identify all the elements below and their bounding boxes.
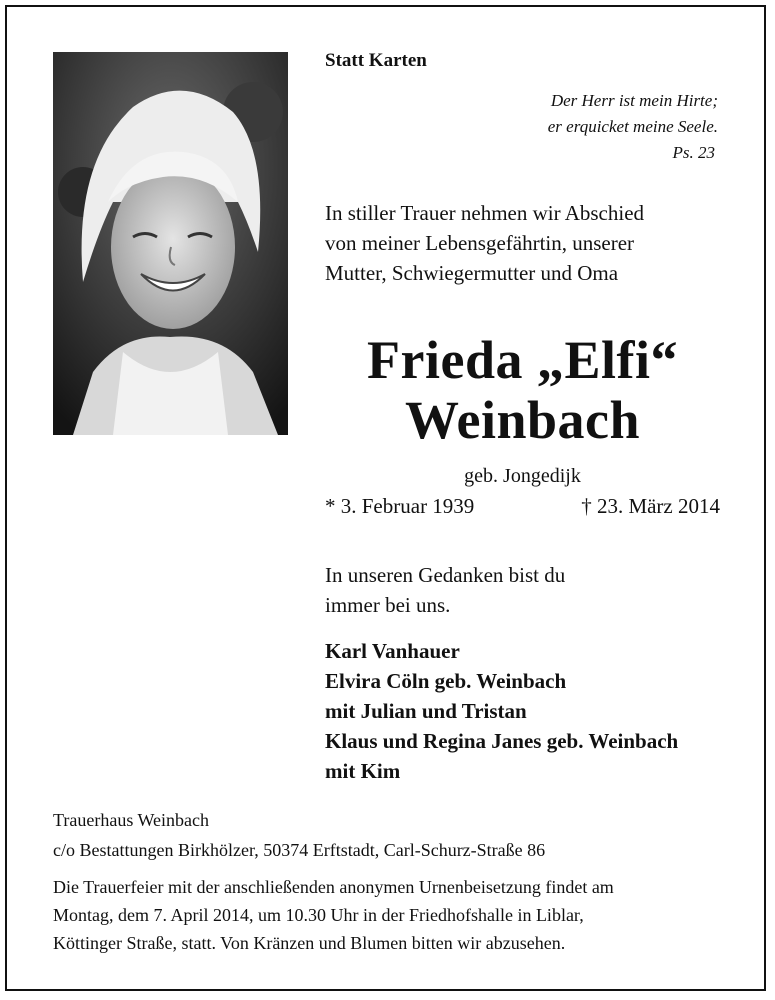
ceremony-line: Köttinger Straße, statt. Von Kränzen und Blumen bitten wir abzusehen. (53, 933, 566, 953)
ceremony-line: Die Trauerfeier mit der anschließenden anonymen Urnenbeisetzung findet am (53, 877, 614, 897)
intro-line: von meiner Lebensgefährtin, unserer (325, 231, 635, 255)
mourner: mit Julian und Tristan (325, 699, 527, 723)
mourner: Elvira Cöln geb. Weinbach (325, 669, 567, 693)
name-line-2: Weinbach (404, 390, 641, 450)
birth-date: * 3. Februar 1939 (325, 494, 475, 518)
ceremony-info (53, 873, 721, 957)
thoughts-line: immer bei uns. (325, 593, 451, 617)
birth-name: geb. Jongedijk (464, 465, 581, 487)
intro-line: In stiller Trauer nehmen wir Abschied (325, 201, 645, 225)
bible-verse (460, 88, 718, 166)
mourning-house (53, 805, 545, 865)
intro-text (325, 198, 720, 288)
mourner: mit Kim (325, 759, 401, 783)
mourner: Karl Vanhauer (325, 639, 460, 663)
mourners-list (325, 636, 745, 786)
ceremony-line: Montag, dem 7. April 2014, um 10.30 Uhr in der Friedhofshalle in Liblar, (53, 905, 584, 925)
house-address: c/o Bestattungen Birkhölzer, 50374 Erftstadt, Carl-Schurz-Straße 86 (53, 840, 546, 860)
intro-line: Mutter, Schwiegermutter und Oma (325, 261, 619, 285)
verse-line: Der Herr ist mein Hirte; (550, 91, 718, 110)
name-line-1: Frieda „Elfi“ (367, 330, 678, 390)
verse-reference: Ps. 23 (672, 143, 715, 162)
house-name: Trauerhaus Weinbach (53, 810, 210, 830)
death-date: † 23. März 2014 (581, 494, 720, 518)
verse-line: er erquicket meine Seele. (547, 117, 718, 136)
life-dates (325, 494, 720, 519)
thoughts-line: In unseren Gedanken bist du (325, 563, 566, 587)
mourner: Klaus und Regina Janes geb. Weinbach (325, 729, 679, 753)
deceased-name (325, 330, 720, 450)
statt-karten-label: Statt Karten (325, 50, 427, 71)
portrait-photo (53, 52, 288, 435)
thoughts-text (325, 560, 720, 620)
